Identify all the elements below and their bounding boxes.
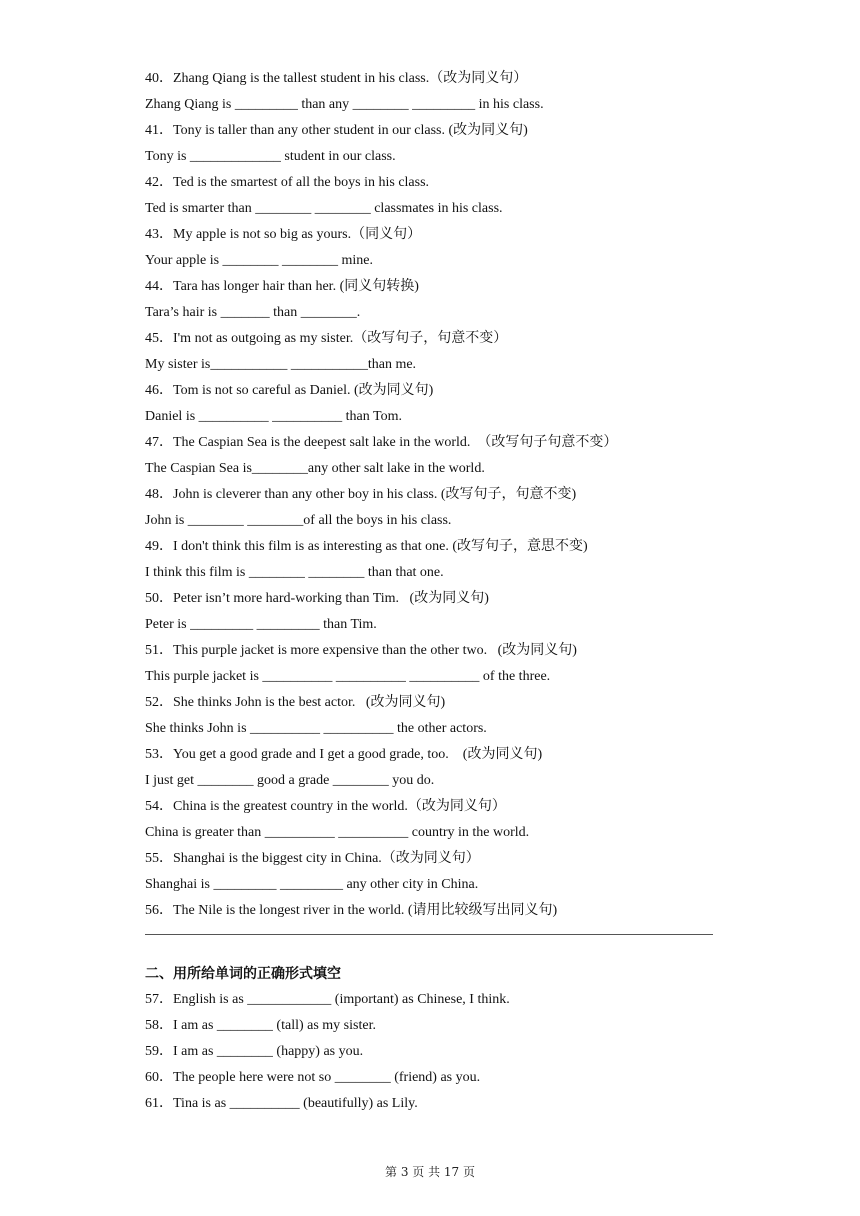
question-55 xyxy=(145,846,745,898)
question-54 xyxy=(145,794,745,846)
question-57: 57．English is as ____________ (important) as Chinese, I think. xyxy=(145,992,510,1007)
question-50-answer: Peter is _________ _________ than Tim. xyxy=(145,617,377,632)
question-44-prompt: 44．Tara has longer hair than her. (同义句转换) xyxy=(145,279,419,294)
question-55-prompt: 55．Shanghai is the biggest city in China.（改为同义句） xyxy=(145,851,480,866)
page-content xyxy=(145,66,745,1117)
section-2-questions xyxy=(145,987,745,1117)
question-48-answer: John is ________ ________of all the boys in his class. xyxy=(145,513,452,528)
question-49 xyxy=(145,534,745,586)
question-56 xyxy=(145,898,745,935)
question-56-prompt: 56．The Nile is the longest river in the world. (请用比较级写出同义句) xyxy=(145,903,558,918)
question-54-prompt: 54．China is the greatest country in the world.（改为同义句） xyxy=(145,799,506,814)
question-42 xyxy=(145,170,745,222)
question-49-prompt: 49．I don't think this film is as interesting as that one. (改写句子，意思不变) xyxy=(145,539,588,554)
question-40-answer: Zhang Qiang is _________ than any ________ _________ in his class. xyxy=(145,97,544,112)
question-41-prompt: 41．Tony is taller than any other student in our class. (改为同义句) xyxy=(145,123,528,138)
question-54-answer: China is greater than __________ __________ country in the world. xyxy=(145,825,530,840)
question-46 xyxy=(145,378,745,430)
question-42-prompt: 42．Ted is the smartest of all the boys in his class. xyxy=(145,175,430,190)
question-40 xyxy=(145,66,745,118)
question-45 xyxy=(145,326,745,378)
question-51-answer: This purple jacket is __________ __________ __________ of the three. xyxy=(145,669,551,684)
question-56-answer-line xyxy=(145,934,713,935)
question-46-prompt: 46．Tom is not so careful as Daniel. (改为同义句) xyxy=(145,383,434,398)
question-42-answer: Ted is smarter than ________ ________ classmates in his class. xyxy=(145,201,503,216)
question-46-answer: Daniel is __________ __________ than Tom. xyxy=(145,409,402,424)
question-47-prompt: 47．The Caspian Sea is the deepest salt lake in the world. （改写句子句意不变） xyxy=(145,435,618,450)
page-footer: 第 3 页 共 17 页 xyxy=(385,1165,475,1179)
question-53-answer: I just get ________ good a grade ________ you do. xyxy=(145,773,435,788)
question-49-answer: I think this film is ________ ________ than that one. xyxy=(145,565,444,580)
question-50-prompt: 50．Peter isn’t more hard-working than Tim. (改为同义句) xyxy=(145,591,489,606)
question-47 xyxy=(145,430,745,482)
question-61: 61．Tina is as __________ (beautifully) as Lily. xyxy=(145,1096,418,1111)
question-41 xyxy=(145,118,745,170)
question-60: 60．The people here were not so ________ (friend) as you. xyxy=(145,1070,481,1085)
question-50 xyxy=(145,586,745,638)
question-59: 59．I am as ________ (happy) as you. xyxy=(145,1044,364,1059)
question-44-answer: Tara’s hair is _______ than ________. xyxy=(145,305,361,320)
question-40-prompt: 40．Zhang Qiang is the tallest student in his class.（改为同义句） xyxy=(145,71,528,86)
question-48-prompt: 48．John is cleverer than any other boy in his class. (改写句子，句意不变) xyxy=(145,487,577,502)
question-55-answer: Shanghai is _________ _________ any other city in China. xyxy=(145,877,479,892)
question-51 xyxy=(145,638,745,690)
question-53-prompt: 53．You get a good grade and I get a good grade, too. (改为同义句) xyxy=(145,747,543,762)
question-52-answer: She thinks John is __________ __________ the other actors. xyxy=(145,721,487,736)
question-45-answer: My sister is___________ ___________than me. xyxy=(145,357,417,372)
question-43-prompt: 43．My apple is not so big as yours.（同义句） xyxy=(145,227,422,242)
question-41-answer: Tony is _____________ student in our class. xyxy=(145,149,396,164)
question-51-prompt: 51．This purple jacket is more expensive than the other two. (改为同义句) xyxy=(145,643,577,658)
question-52-prompt: 52．She thinks John is the best actor. (改为同义句) xyxy=(145,695,446,710)
question-53 xyxy=(145,742,745,794)
question-44 xyxy=(145,274,745,326)
question-45-prompt: 45．I'm not as outgoing as my sister.（改写句子，句意不变） xyxy=(145,331,508,346)
question-52 xyxy=(145,690,745,742)
section-2-title: 二、用所给单词的正确形式填空 xyxy=(145,966,341,982)
question-43 xyxy=(145,222,745,274)
question-58: 58．I am as ________ (tall) as my sister. xyxy=(145,1018,376,1033)
question-43-answer: Your apple is ________ ________ mine. xyxy=(145,253,374,268)
question-47-answer: The Caspian Sea is________any other salt lake in the world. xyxy=(145,461,485,476)
question-48 xyxy=(145,482,745,534)
